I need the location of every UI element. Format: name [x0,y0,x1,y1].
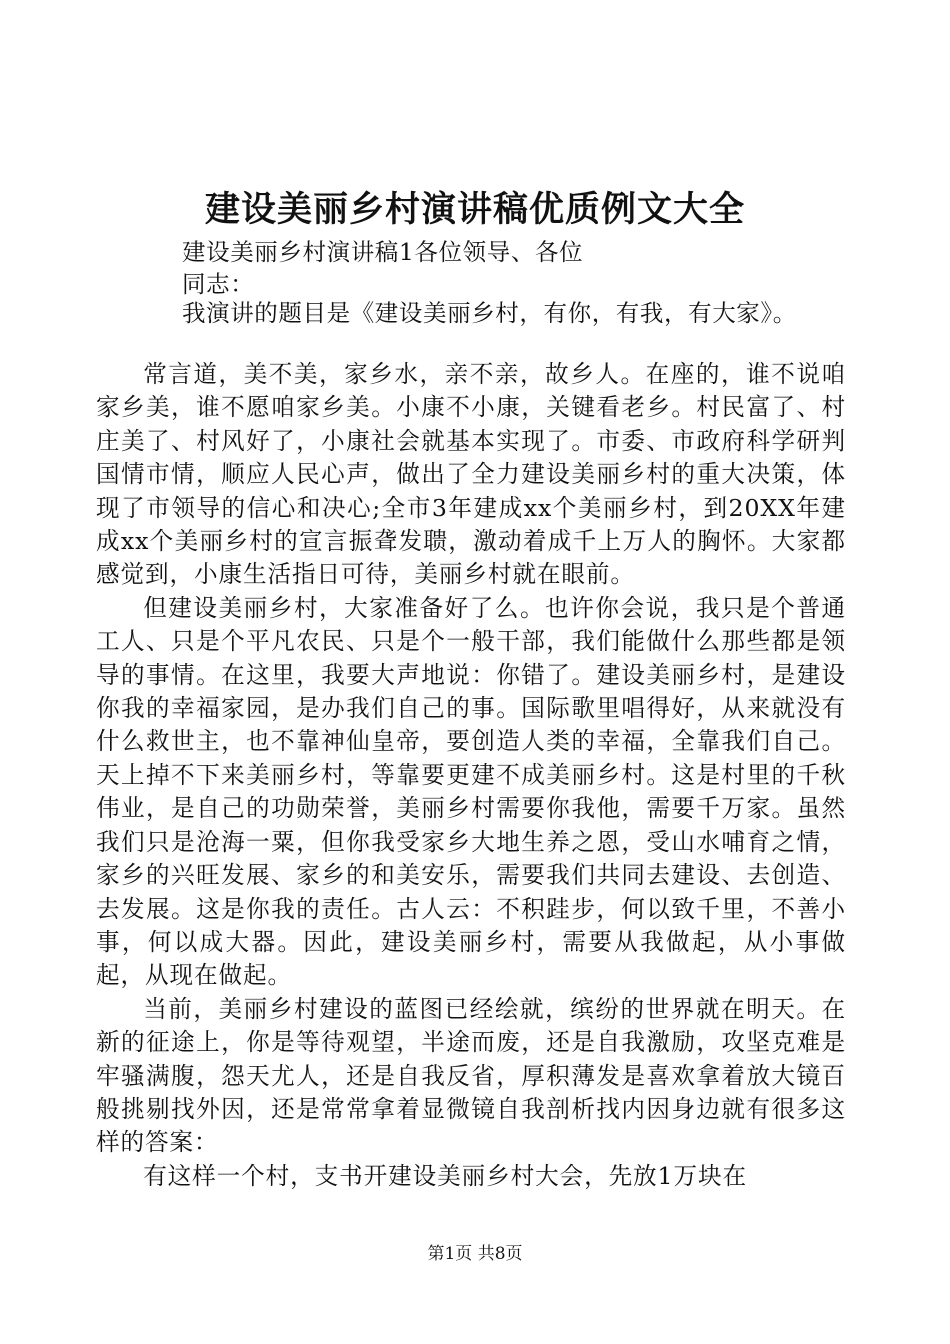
body-paragraph: 常言道，美不美，家乡水，亲不亲，故乡人。在座的，谁不说咱家乡美，谁不愿咱家乡美。小康不小康，关键看老乡。村民富了、村庄美了、村风好了，小康社会就基本实现了。市委、市政府科学研判国情市情，顺应人民心声，做出了全力建设美丽乡村的重大决策，体现了市领导的信心和决心;全市3年建成xx个美丽乡村，到20XX年建成xx个美丽乡村的宣言振聋发聩，激动着成千上万人的胸怀。大家都感觉到，小康生活指日可待，美丽乡村就在眼前。 [96,360,846,589]
intro-line: 同志： [182,270,255,298]
body-paragraph: 但建设美丽乡村，大家准备好了么。也许你会说，我只是个普通工人、只是个平凡农民、只是个一般干部，我们能做什么那些都是领导的事情。在这里，我要大声地说：你错了。建设美丽乡村，是建设你我的幸福家园，是办我们自己的事。国际歌里唱得好，从来就没有什么救世主，也不靠神仙皇帝，要创造人类的幸福，全靠我们自己。天上掉不下来美丽乡村，等靠要更建不成美丽乡村。这是村里的千秋伟业，是自己的功勋荣誉，美丽乡村需要你我他，需要千万家。虽然我们只是沧海一粟，但你我受家乡大地生养之恩，受山水哺育之情，家乡的兴旺发展、家乡的和美安乐，需要我们共同去建设、去创造、去发展。这是你我的责任。古人云：不积跬步，何以致千里，不善小事，何以成大器。因此，建设美丽乡村，需要从我做起，从小事做起，从现在做起。 [96,593,846,990]
intro-line: 我演讲的题目是《建设美丽乡村，有你，有我，有大家》。 [182,299,797,327]
document-title: 建设美丽乡村演讲稿优质例文大全 [204,189,745,230]
body-paragraph: 有这样一个村，支书开建设美丽乡村大会，先放1万块在 [143,1161,747,1190]
document-body [96,358,846,1193]
intro-line: 建设美丽乡村演讲稿1各位领导、各位 [182,238,584,266]
body-paragraph: 当前，美丽乡村建设的蓝图已经绘就，缤纷的世界就在明天。在新的征途上，你是等待观望，半途而废，还是自我激励，攻坚克难是牢骚满腹，怨天尤人，还是自我反省，厚积薄发是喜欢拿着放大镜百般挑剔找外因，还是常常拿着显微镜自我剖析找内因身边就有很多这样的答案： [96,994,846,1157]
page-number-footer: 第1页 共8页 [427,1244,523,1264]
